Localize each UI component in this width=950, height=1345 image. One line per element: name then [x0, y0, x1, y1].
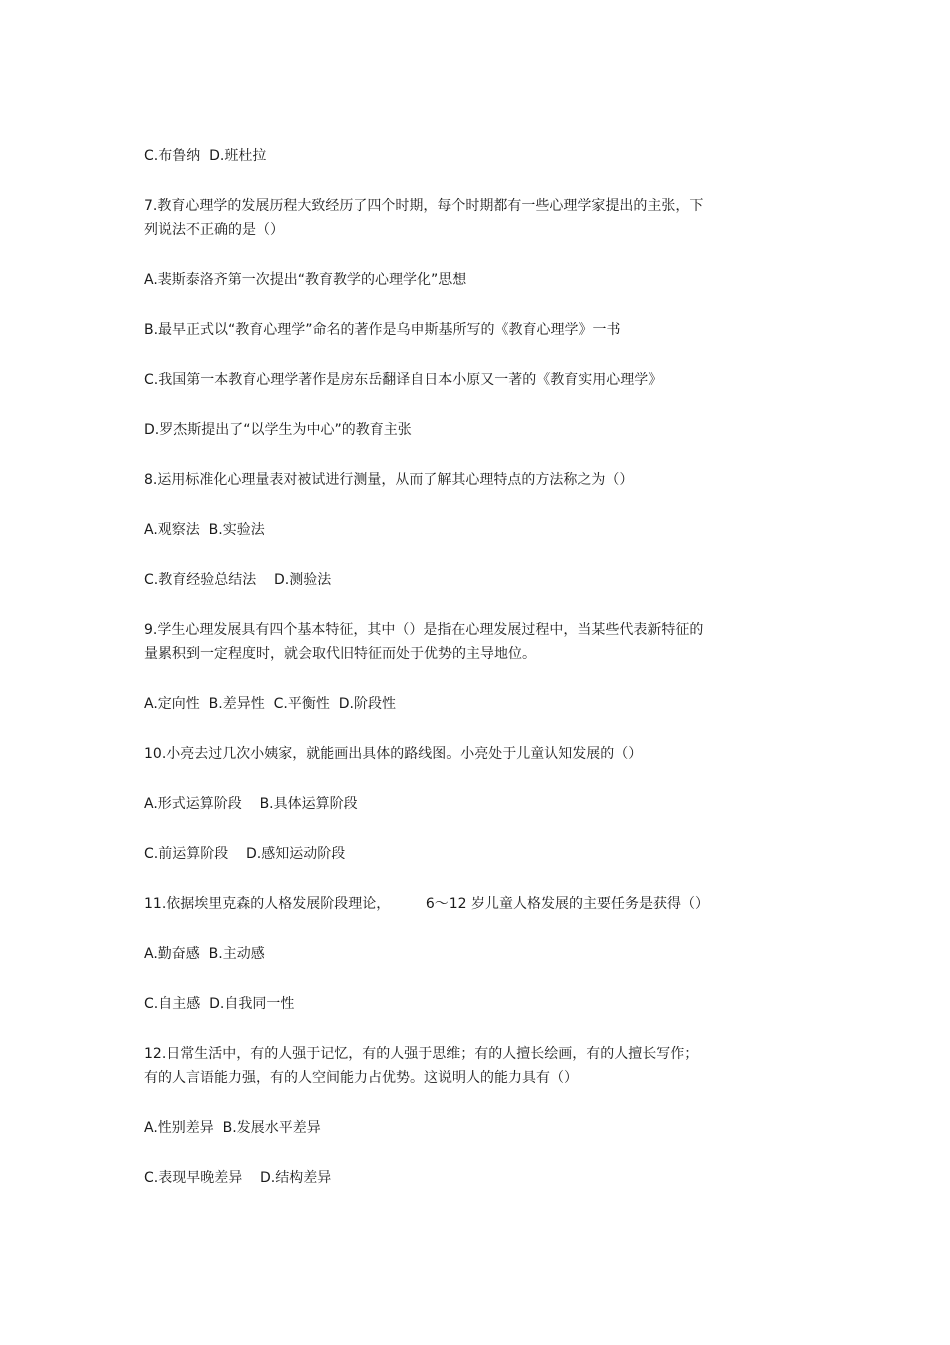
option-line-q9-abcd: A.定向性 B.差异性 C.平衡性 D.阶段性	[144, 696, 396, 712]
question-7-text-line-1: 7.教育心理学的发展历程大致经历了四个时期，每个时期都有一些心理学家提出的主张，下	[144, 198, 704, 214]
option-line-q7-c: C.我国第一本教育心理学著作是房东岳翻译自日本小原又一著的《教育实用心理学》	[144, 372, 663, 388]
option-line-q8-ab: A.观察法 B.实验法	[144, 522, 265, 538]
question-9-text-line-1: 9.学生心理发展具有四个基本特征，其中（）是指在心理发展过程中，当某些代表新特征的	[144, 622, 704, 638]
option-line-q7-d: D.罗杰斯提出了“以学生为中心”的教育主张	[144, 422, 412, 438]
question-8-text: 8.运用标准化心理量表对被试进行测量，从而了解其心理特点的方法称之为（）	[144, 472, 634, 488]
option-line-q11-cd: C.自主感 D.自我同一性	[144, 996, 295, 1012]
question-11-text: 11.依据埃里克森的人格发展阶段理论， 6～12 岁儿童人格发展的主要任务是获得（）	[144, 896, 710, 912]
option-line-q7-a: A.裴斯泰洛齐第一次提出“教育教学的心理学化”思想	[144, 272, 467, 288]
question-12-text-line-1: 12.日常生活中，有的人强于记忆，有的人强于思维；有的人擅长绘画，有的人擅长写作；	[144, 1046, 699, 1062]
option-line-q10-cd: C.前运算阶段 D.感知运动阶段	[144, 846, 346, 862]
option-line-q8-cd: C.教育经验总结法 D.测验法	[144, 572, 332, 588]
question-12-text-line-2: 有的人言语能力强，有的人空间能力占优势。这说明人的能力具有（）	[144, 1070, 578, 1086]
option-line-q12-cd: C.表现早晚差异 D.结构差异	[144, 1170, 332, 1186]
option-line-q10-ab: A.形式运算阶段 B.具体运算阶段	[144, 796, 358, 812]
question-9-text-line-2: 量累积到一定程度时，就会取代旧特征而处于优势的主导地位。	[144, 646, 536, 662]
question-10-text: 10.小亮去过几次小姨家，就能画出具体的路线图。小亮处于儿童认知发展的（）	[144, 746, 643, 762]
option-line-q12-ab: A.性别差异 B.发展水平差异	[144, 1120, 321, 1136]
question-7-text-line-2: 列说法不正确的是（）	[144, 222, 284, 238]
option-line-q7-b: B.最早正式以“教育心理学”命名的著作是乌申斯基所写的《教育心理学》一书	[144, 322, 621, 338]
option-line-q6-cd: C.布鲁纳 D.班杜拉	[144, 148, 267, 164]
option-line-q11-ab: A.勤奋感 B.主动感	[144, 946, 265, 962]
